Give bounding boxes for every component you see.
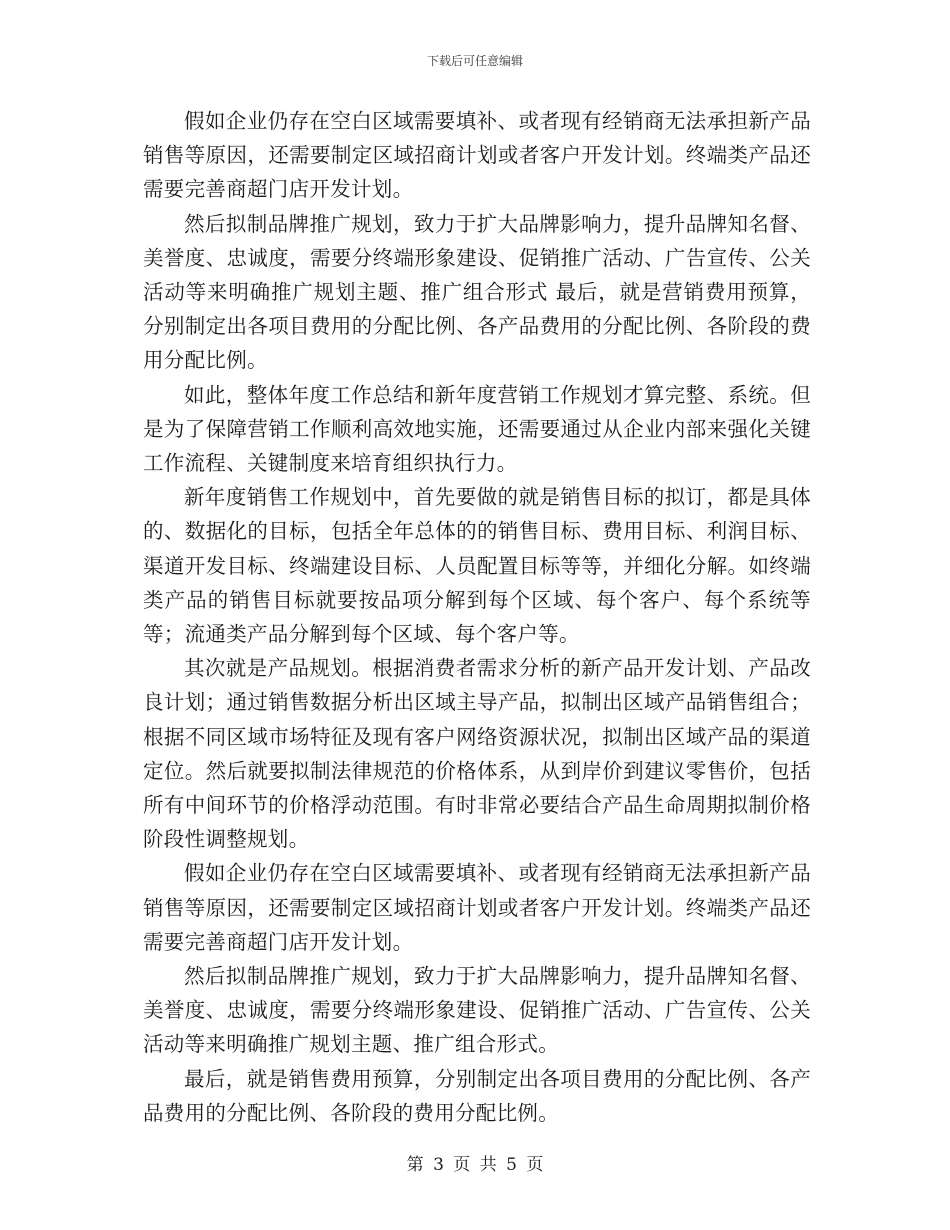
paragraph: 新年度销售工作规划中，首先要做的就是销售目标的拟订，都是具体的、数据化的目标，包括全年总体的的销售目标、费用目标、利润目标、渠道开发目标、终端建设目标、人员配置目标等等，并细化分解。如终端类产品的销售目标就要按品项分解到每个区域、每个客户、每个系统等等；流通类产品分解到每个区域、每个客户等。 (143, 485, 811, 647)
paragraph: 其次就是产品规划。根据消费者需求分析的新产品开发计划、产品改良计划；通过销售数据分析出区域主导产品，拟制出区域产品销售组合；根据不同区域市场特征及现有客户网络资源状况，拟制出区域产品的渠道定位。然后就要拟制法律规范的价格体系，从到岸价到建议零售价，包括所有中间环节的价格浮动范围。有时非常必要结合产品生命周期拟制价格阶段性调整规划。 (143, 656, 811, 852)
document-body (143, 104, 811, 1130)
paragraph: 然后拟制品牌推广规划，致力于扩大品牌影响力，提升品牌知名督、美誉度、忠诚度，需要分终端形象建设、促销推广活动、广告宣传、公关活动等来明确推广规划主题、推广组合形式 最后，就是营销费用预算，分别制定出各项目费用的分配比例、各产品费用的分配比例、各阶段的费用分配比例。 (143, 211, 811, 373)
paragraph: 最后，就是销售费用预算，分别制定出各项目费用的分配比例、各产品费用的分配比例、各阶段的费用分配比例。 (143, 1066, 811, 1125)
paragraph: 然后拟制品牌推广规划，致力于扩大品牌影响力，提升品牌知名督、美誉度、忠诚度，需要分终端形象建设、促销推广活动、广告宣传、公关活动等来明确推广规划主题、推广组合形式。 (143, 964, 811, 1057)
paragraph: 如此，整体年度工作总结和新年度营销工作规划才算完整、系统。但是为了保障营销工作顺利高效地实施，还需要通过从企业内部来强化关键工作流程、关键制度来培育组织执行力。 (143, 382, 811, 476)
page-header: 下载后可任意编辑 (426, 54, 523, 68)
paragraph: 假如企业仍存在空白区域需要填补、或者现有经销商无法承担新产品销售等原因，还需要制定区域招商计划或者客户开发计划。终端类产品还需要完善商超门店开发计划。 (143, 861, 811, 954)
paragraph: 假如企业仍存在空白区域需要填补、或者现有经销商无法承担新产品销售等原因，还需要制定区域招商计划或者客户开发计划。终端类产品还需要完善商超门店开发计划。 (143, 109, 811, 202)
page-number-footer: 第 3 页 共 5 页 (406, 1155, 544, 1175)
